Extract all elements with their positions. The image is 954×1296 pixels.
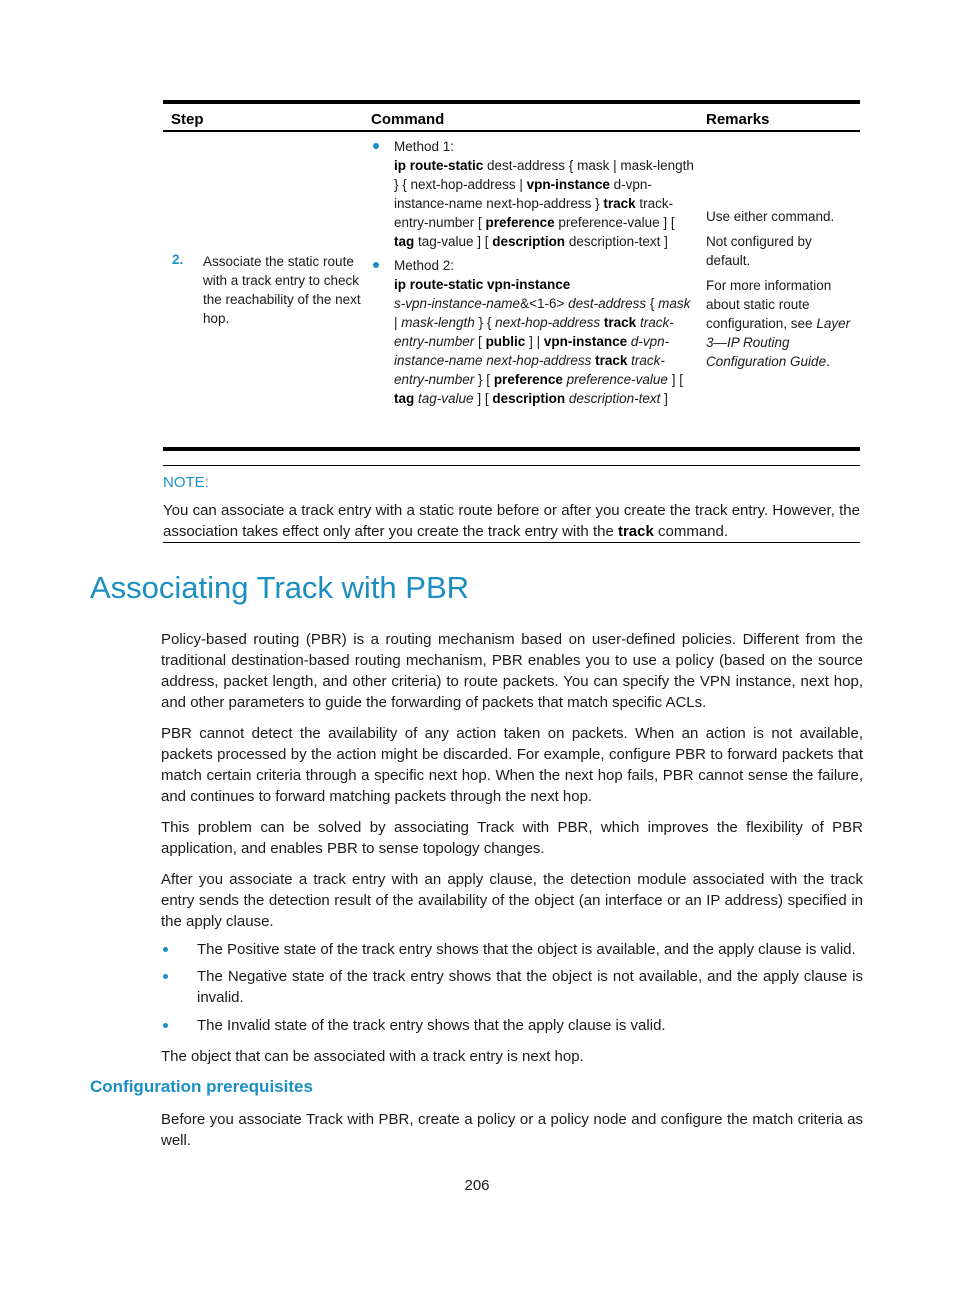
table-top-rule: [163, 100, 860, 104]
method-2-label: Method 2:: [394, 258, 455, 273]
method-1-label: Method 1:: [394, 139, 455, 154]
section-heading: Associating Track with PBR: [90, 570, 470, 605]
paragraph-next-hop: The object that can be associated with a track entry is next hop.: [161, 1048, 584, 1065]
header-remarks: Remarks: [706, 111, 770, 128]
note-text: You can associate a track entry with a static route before or after you create the track entry. However, the association takes effect only after you create the track entry with the track command.: [163, 502, 860, 540]
method-2: [394, 256, 694, 408]
remarks-cell: [706, 207, 856, 377]
bullet-icon: [163, 974, 168, 979]
subsection-heading: Configuration prerequisites: [90, 1077, 313, 1096]
paragraph-1: Policy-based routing (PBR) is a routing mechanism based on user-defined policies. Different from the traditional destination-based routing mechanism, PBR enables you to use a policy (based on the source address, packet length, and other criteria) to route packets. You can specify the VPN instance, next hop, and other parameters to guide the forwarding of packets that match specific ACLs.: [161, 631, 863, 711]
note-top-rule: [163, 465, 860, 466]
prerequisites-text: Before you associate Track with PBR, create a policy or a policy node and configure the match criteria as well.: [161, 1111, 863, 1149]
bullet-icon: [163, 947, 168, 952]
paragraph-2: PBR cannot detect the availability of any action taken on packets. When an action is not available, packets processed by the action might be discarded. For example, configure PBR to forward packets that match certain criteria through a specific next hop. When the next hop fails, PBR cannot sense the failure, and continues to forward matching packets through the next hop.: [161, 725, 863, 805]
remark-default: Not configured by default.: [706, 234, 812, 268]
method-1-syntax: ip route-static dest-address { mask | mask-length } { next-hop-address | vpn-instance d-vpn-instance-name next-hop-address } track track-entry-number [ preference preference-value ] [ tag tag-value ] [ description description-text ]: [394, 158, 694, 249]
paragraph-4: After you associate a track entry with an apply clause, the detection module associated with the track entry sends the detection result of the availability of the object (an interface or an IP address) specified in the apply clause.: [161, 871, 863, 930]
command-cell: [394, 137, 694, 413]
step-description: Associate the static route with a track entry to check the reachability of the next hop.: [203, 254, 361, 326]
note-bottom-rule: [163, 542, 860, 543]
note-label: NOTE:: [163, 474, 209, 491]
bullet-icon: [163, 1023, 168, 1028]
page-number: 206: [464, 1177, 490, 1194]
remark-more-info: For more information about static route configuration, see Layer 3—IP Routing Configuration Guide.: [706, 278, 851, 369]
guide-reference: Layer 3—IP Routing Configuration Guide: [706, 316, 851, 369]
table-header-rule: [163, 130, 860, 132]
step-number: 2.: [172, 252, 184, 267]
header-step: Step: [171, 111, 204, 128]
bullet-icon: [373, 143, 379, 149]
remark-either: Use either command.: [706, 209, 835, 224]
paragraph-3: This problem can be solved by associating Track with PBR, which improves the flexibility of PBR application, and enables PBR to sense topology changes.: [161, 819, 863, 857]
method-1: [394, 137, 694, 251]
bullet-icon: [373, 262, 379, 268]
header-command: Command: [371, 111, 445, 128]
method-2-syntax: ip route-static vpn-instance s-vpn-instance-name&<1-6> dest-address { mask | mask-length } { next-hop-address track track-entry-number [ public ] | vpn-instance d-vpn-instance-name next-hop-address track track-entry-number } [ preference preference-value ] [ tag tag-value ] [ description description-text ]: [394, 277, 691, 406]
table-bottom-rule: [163, 447, 860, 451]
